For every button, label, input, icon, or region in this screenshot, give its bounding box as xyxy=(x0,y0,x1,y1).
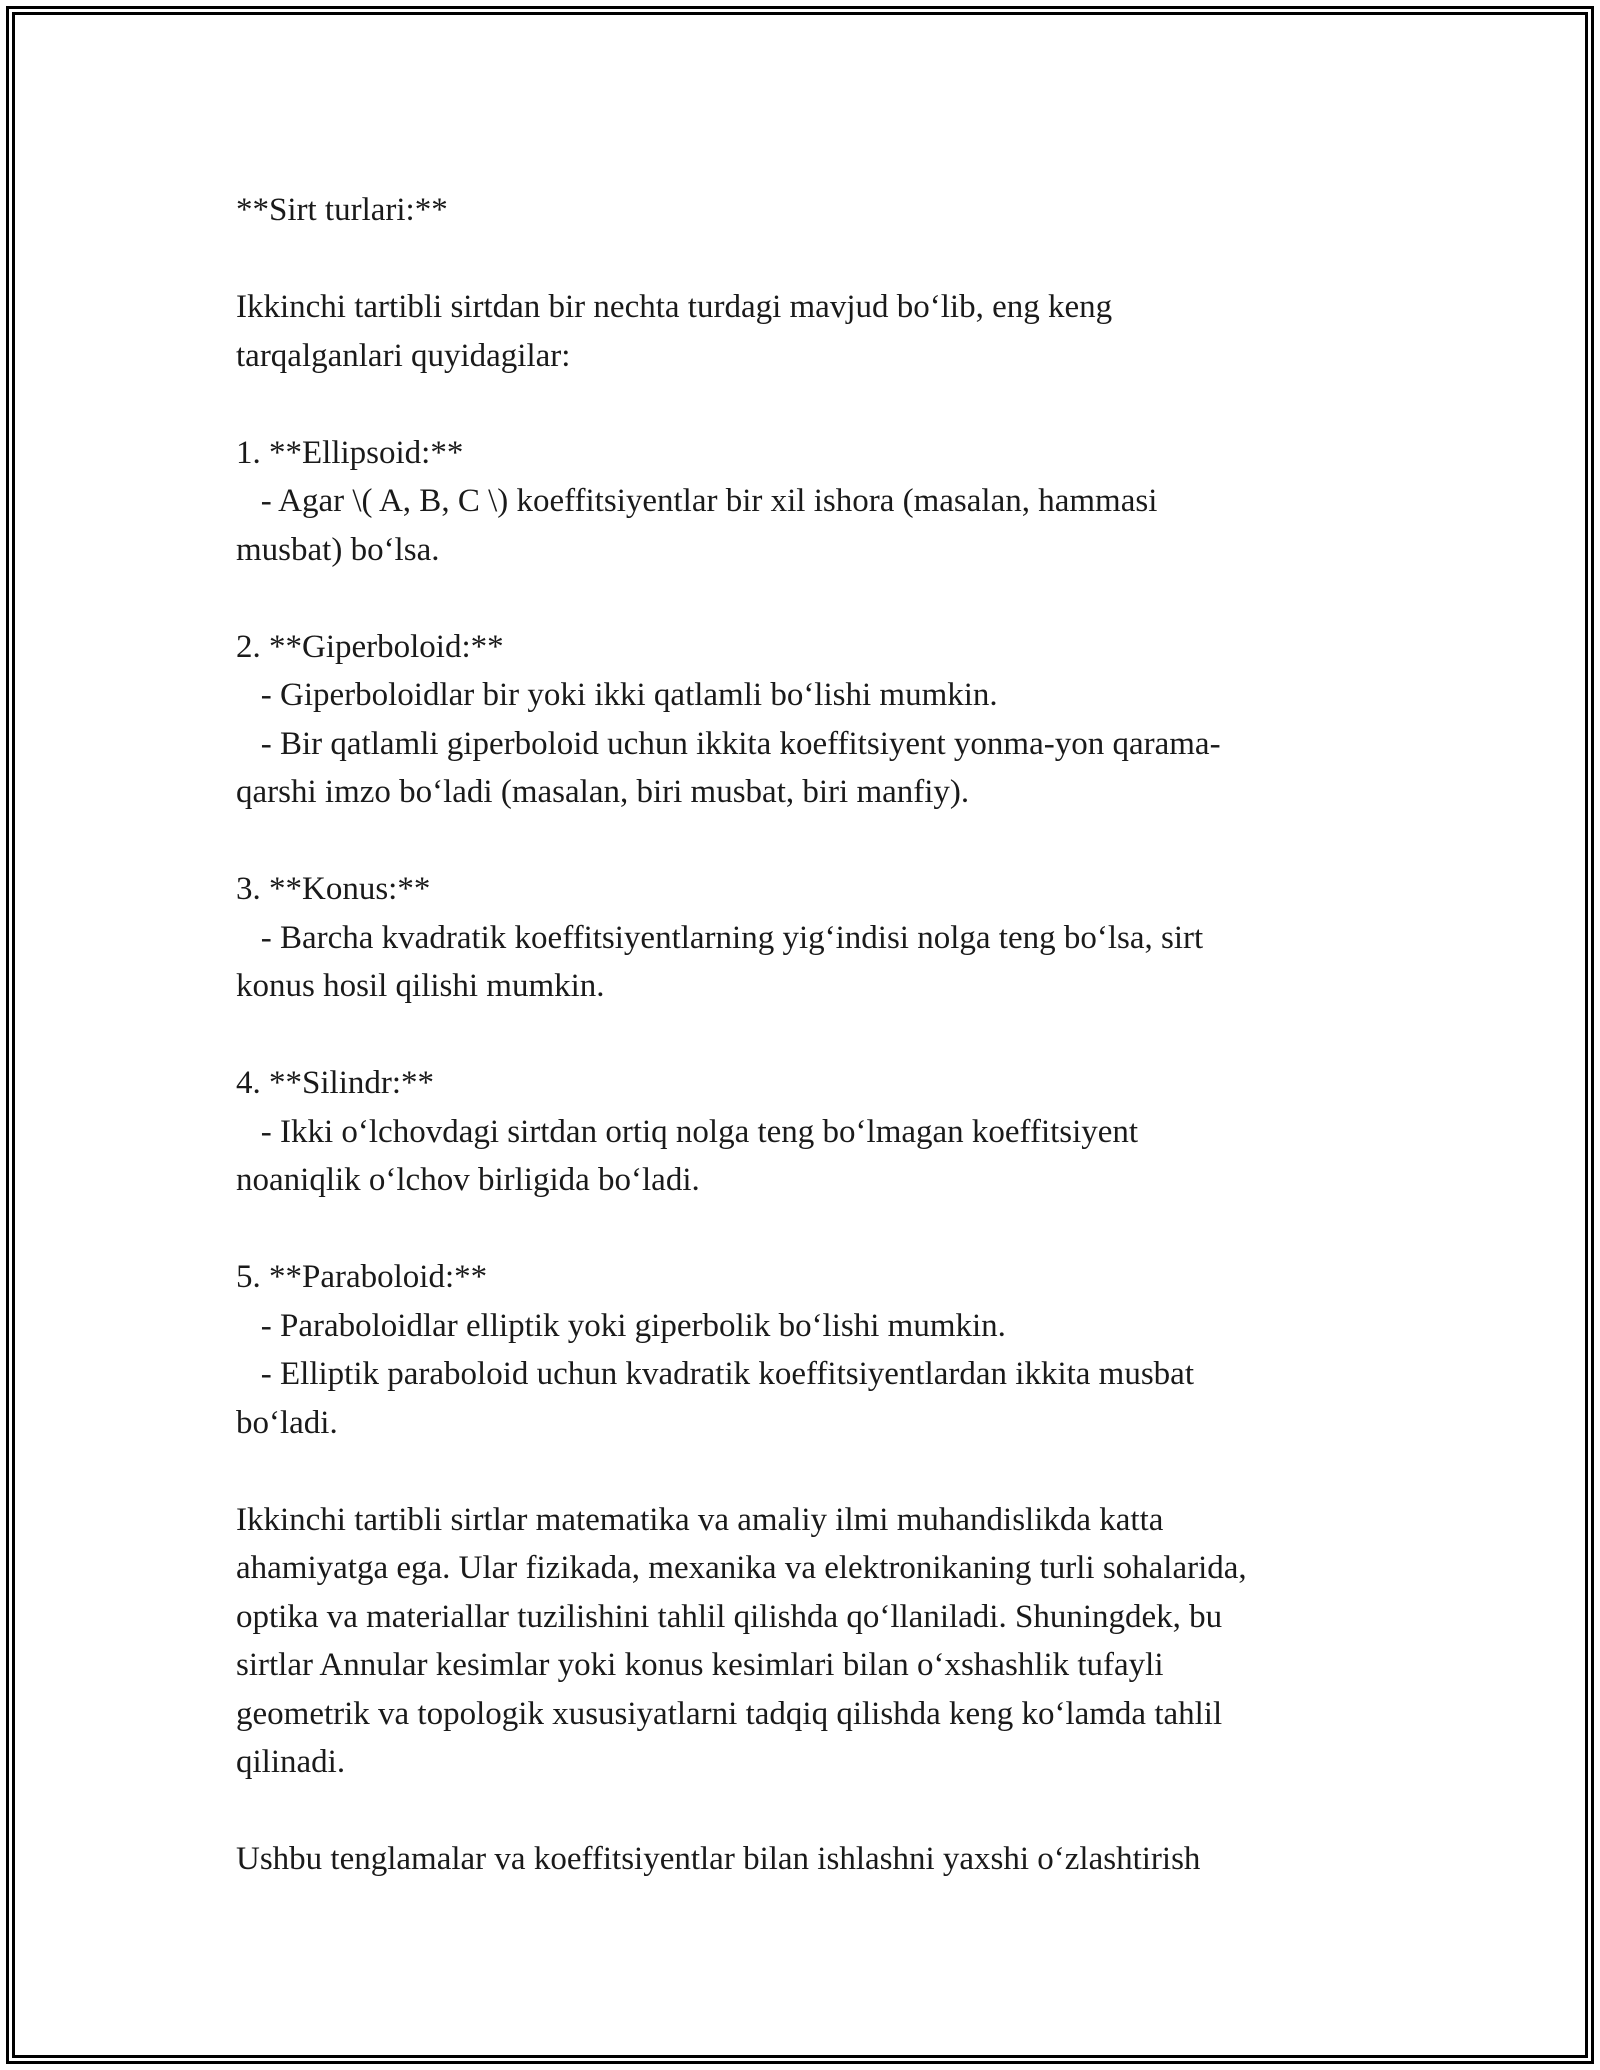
list-item-line: - Paraboloidlar elliptik yoki giperbolik bo‘lishi mumkin. xyxy=(236,1307,1006,1344)
spacer xyxy=(236,380,1376,429)
list-item-line: qarshi imzo bo‘ladi (masalan, biri musbat, biri manfiy). xyxy=(236,774,970,810)
spacer xyxy=(236,817,1376,866)
spacer xyxy=(236,1787,1376,1836)
conclusion-line: sirtlar Annular kesimlar yoki konus kesimlari bilan o‘xshashlik tufayli xyxy=(236,1647,1164,1683)
list-item-line: bo‘ladi. xyxy=(236,1404,338,1441)
intro-line: tarqalganlari quyidagilar: xyxy=(236,337,571,374)
closing-line: Ushbu tenglamalar va koeffitsiyentlar bilan ishlashni yaxshi o‘zlashtirish xyxy=(236,1841,1201,1877)
list-item-title: 4. **Silindr:** xyxy=(236,1065,435,1101)
spacer xyxy=(236,1447,1376,1496)
section-heading: **Sirt turlari:** xyxy=(236,192,448,228)
spacer xyxy=(236,1011,1376,1060)
document-body xyxy=(236,186,1376,1884)
list-item-line: konus hosil qilishi mumkin. xyxy=(236,968,605,1004)
list-item-line: - Agar \( A, B, C \) koeffitsiyentlar bir xil ishora (masalan, hammasi xyxy=(236,483,1158,519)
conclusion-line: Ikkinchi tartibli sirtlar matematika va amaliy ilmi muhandislikda katta xyxy=(236,1501,1164,1538)
conclusion-line: qilinadi. xyxy=(236,1744,346,1780)
list-item-title: 5. **Paraboloid:** xyxy=(236,1259,488,1295)
list-item-line: - Ikki o‘lchovdagi sirtdan ortiq nolga teng bo‘lmagan koeffitsiyent xyxy=(236,1113,1139,1150)
conclusion-line: geometrik va topologik xususiyatlarni tadqiq qilishda keng ko‘lamda tahlil xyxy=(236,1695,1223,1732)
list-item-line: - Bir qatlamli giperboloid uchun ikkita koeffitsiyent yonma-yon qarama- xyxy=(236,725,1221,762)
spacer xyxy=(236,574,1376,623)
spacer xyxy=(236,235,1376,284)
list-item-line: - Elliptik paraboloid uchun kvadratik koeffitsiyentlardan ikkita musbat xyxy=(236,1356,1194,1392)
list-item-line: - Giperboloidlar bir yoki ikki qatlamli bo‘lishi mumkin. xyxy=(236,677,998,713)
list-item-line: noaniqlik o‘lchov birligida bo‘ladi. xyxy=(236,1162,700,1198)
list-item-line: - Barcha kvadratik koeffitsiyentlarning yig‘indisi nolga teng bo‘lsa, sirt xyxy=(236,919,1204,956)
list-item-title: 2. **Giperboloid:** xyxy=(236,628,504,665)
conclusion-line: ahamiyatga ega. Ular fizikada, mexanika va elektronikaning turli sohalarida, xyxy=(236,1550,1247,1586)
spacer xyxy=(236,1205,1376,1254)
list-item-title: 1. **Ellipsoid:** xyxy=(236,434,464,471)
list-item-line: musbat) bo‘lsa. xyxy=(236,531,440,568)
list-item-title: 3. **Konus:** xyxy=(236,871,431,907)
conclusion-line: optika va materiallar tuzilishini tahlil qilishda qo‘llaniladi. Shuningdek, bu xyxy=(236,1598,1223,1635)
intro-line: Ikkinchi tartibli sirtdan bir nechta turdagi mavjud bo‘lib, eng keng xyxy=(236,289,1113,325)
